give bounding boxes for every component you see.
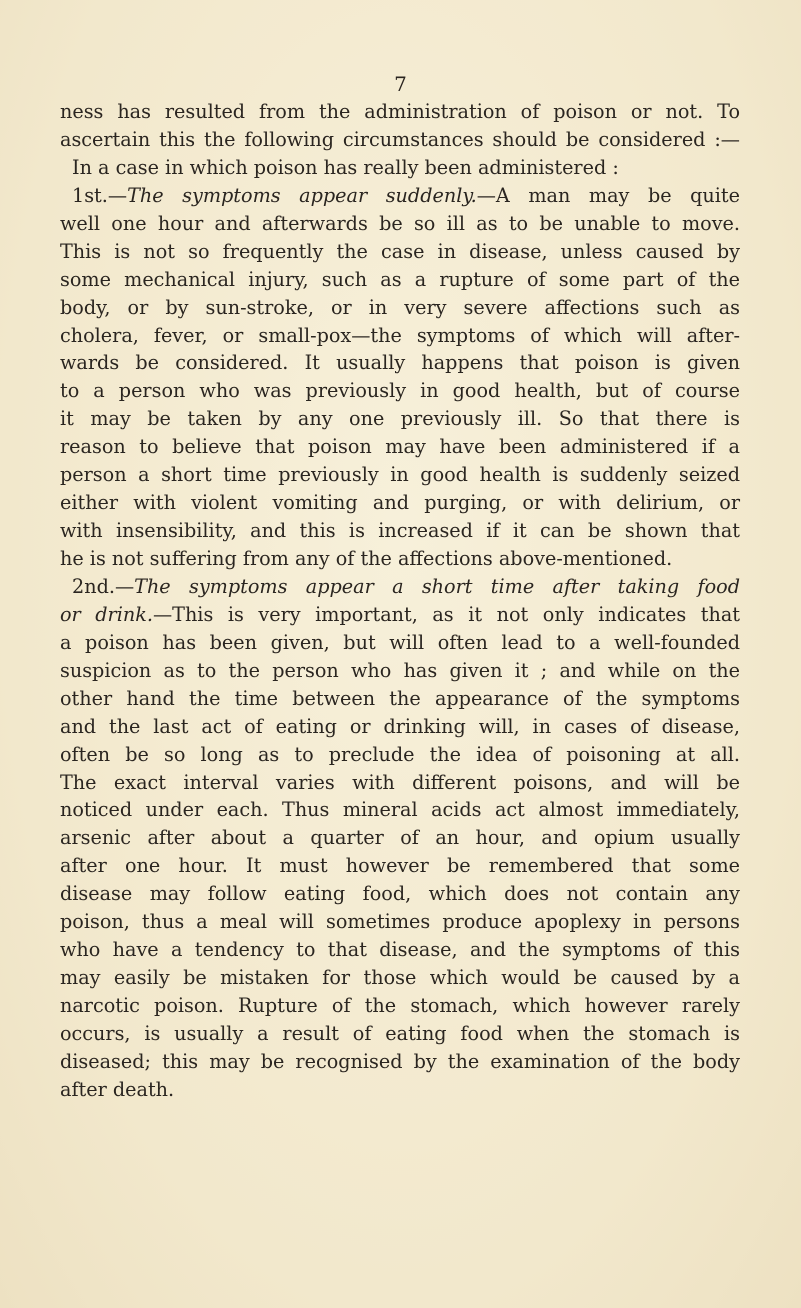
text-line [60,238,740,266]
line-text: wards be considered. It usually happens that poison is given [60,351,740,375]
line-text: a poison has been given, but will often lead to a well-founded [60,630,740,654]
text-line [60,1048,740,1076]
line-prefix: 2nd.— [72,574,135,598]
line-text: suspicion as to the person who has given it ; and while on the [60,658,740,682]
line-text: noticed under each. Thus mineral acids act almost immediately, [60,798,740,822]
line-text: occurs, is usually a result of eating food when the stomach is [60,1021,740,1045]
line-text: some mechanical injury, such as a rupture of some part of the [60,267,740,291]
line-text: This is not so frequently the case in disease, unless caused by [60,239,740,263]
text-line [60,964,740,992]
line-text: other hand the time between the appearance of the symptoms [60,686,740,710]
line-text: person a short time previously in good health is suddenly seized [60,463,740,487]
line-text: diseased; this may be recognised by the examination of the body [60,1049,740,1073]
text-line [60,601,740,629]
text-line [60,294,740,322]
italic-heading: The symptoms appear a short time after taking food [134,574,740,598]
text-line [60,741,740,769]
text-line [60,517,740,545]
text-line [60,769,740,797]
text-line [60,796,740,824]
text-line [60,629,740,657]
line-text: he is not suffering from any of the affections above-mentioned. [60,547,673,570]
line-text: arsenic after about a quarter of an hour, and opium usually [60,826,740,850]
text-line [60,349,740,377]
line-suffix: —This is very important, as it not only indicates that [152,602,741,626]
text-line [60,573,740,601]
line-prefix: 1st.— [72,183,128,207]
line-text: narcotic poison. Rupture of the stomach, which however rarely [60,994,740,1017]
line-text: poison, thus a meal will sometimes produce apoplexy in persons [60,910,740,934]
text-line [60,98,740,126]
line-suffix: —A man may be quite [476,183,740,207]
line-text: often be so long as to preclude the idea of poisoning at all. [60,742,740,766]
line-text: body, or by sun-stroke, or in very severe affections such as [60,295,740,319]
text-line [60,322,740,350]
text-line [60,713,740,741]
line-text: The exact interval varies with different poisons, and will be [60,770,740,794]
line-text: and the last act of eating or drinking will, in cases of disease, [60,714,740,738]
line-text: In a case in which poison has really been administered : [72,155,619,179]
text-line [60,1020,740,1048]
text-line [60,992,740,1020]
text-line [60,461,740,489]
line-text: with insensibility, and this is increased if it can be shown that [60,519,740,543]
line-text: well one hour and afterwards be so ill as to be unable to move. [60,211,740,235]
body-text [60,98,740,1104]
line-text: after one hour. It must however be remembered that some [60,854,740,878]
text-line [60,210,740,238]
text-line [60,489,740,517]
italic-heading: The symptoms appear suddenly. [127,183,477,207]
line-text: either with violent vomiting and purging, or with delirium, or [60,491,740,515]
text-line [60,154,740,182]
line-text: cholera, fever, or small-pox—the symptoms of which will after- [60,323,740,347]
text-line [60,545,740,573]
line-text: who have a tendency to that disease, and the symptoms of this [60,938,740,962]
text-line [60,126,740,154]
line-text: it may be taken by any one previously ill. So that there is [60,407,740,431]
page-number: 7 [394,72,407,96]
line-text: after death. [60,1077,175,1101]
text-line [60,377,740,405]
text-line [60,880,740,908]
text-line [60,1076,740,1104]
text-line [60,936,740,964]
line-text: may easily be mistaken for those which would be caused by a [60,966,740,990]
line-text: to a person who was previously in good health, but of course [60,379,740,403]
text-line [60,657,740,685]
text-line [60,824,740,852]
italic-heading: or drink. [60,602,153,626]
text-line [60,685,740,713]
line-text: ness has resulted from the administration of poison or not. To [60,100,740,123]
text-line [60,908,740,936]
text-line [60,433,740,461]
text-line [60,182,740,210]
line-text: reason to believe that poison may have been administered if a [60,435,740,459]
line-text: disease may follow eating food, which does not contain any [60,882,740,906]
text-line [60,266,740,294]
line-text: ascertain this the following circumstances should be considered :— [60,127,740,151]
text-line [60,405,740,433]
text-line [60,852,740,880]
